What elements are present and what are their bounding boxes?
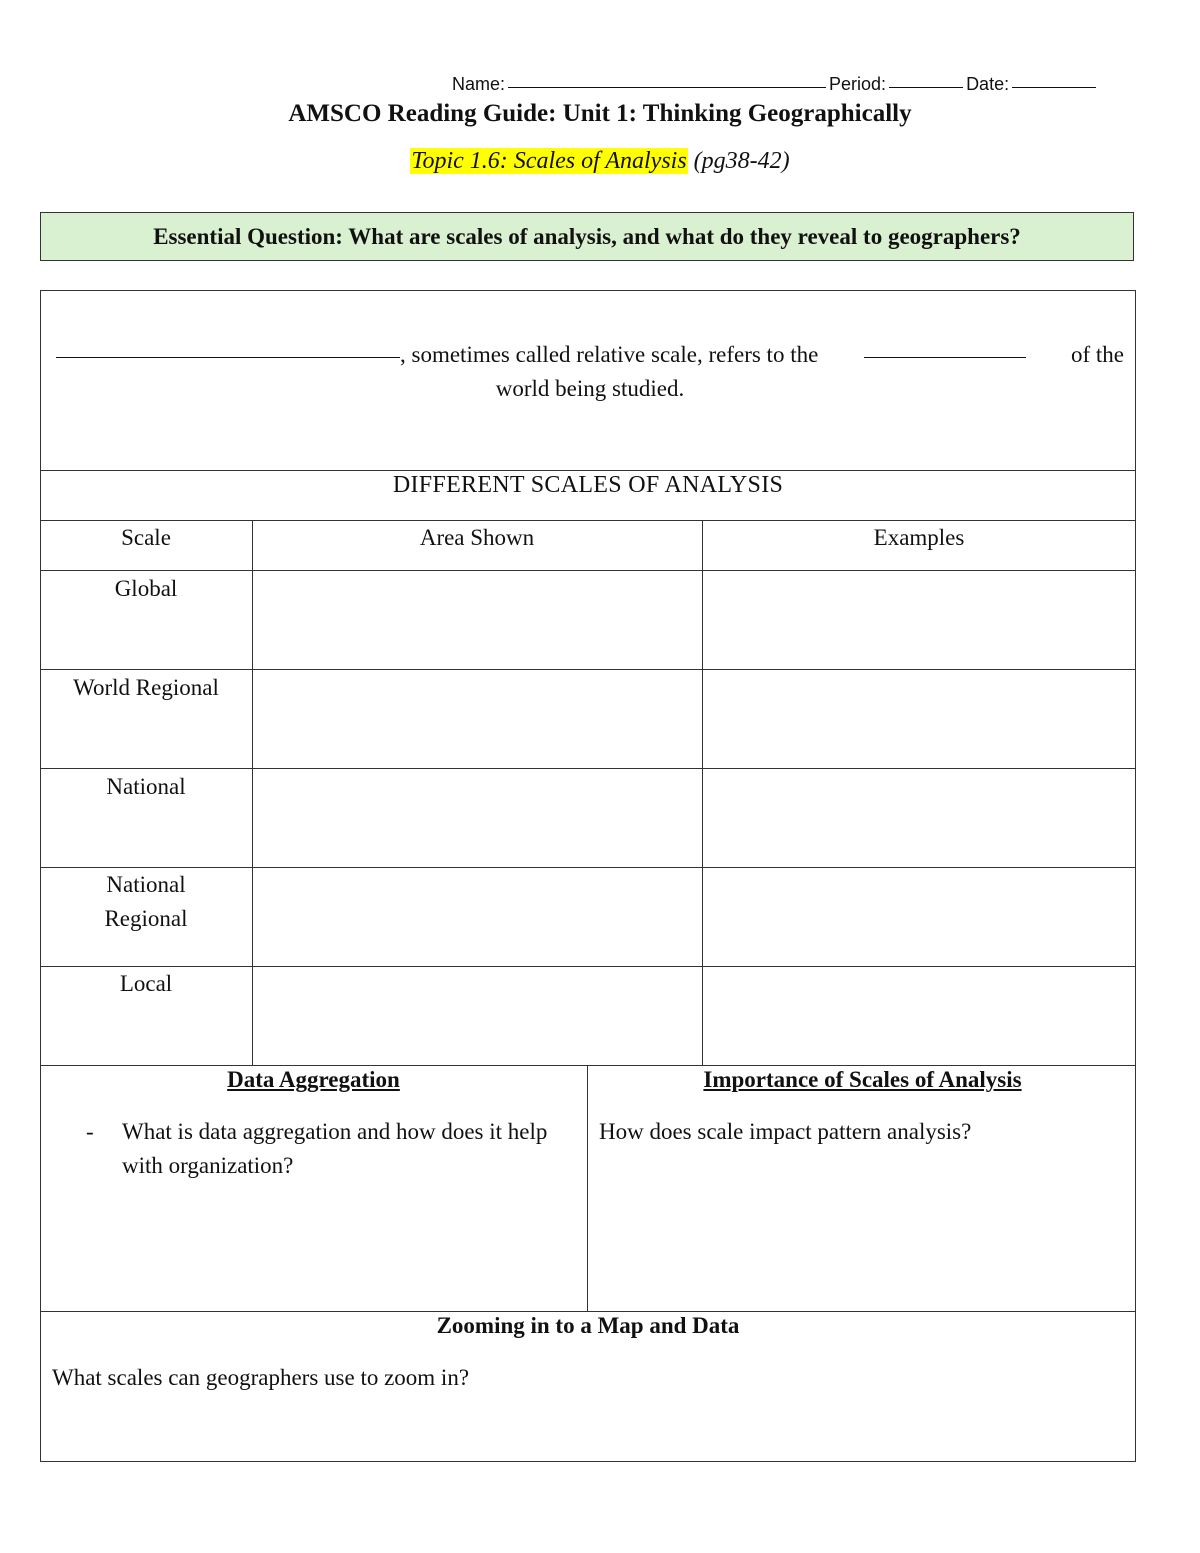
scale-label-national-regional-line2: Regional — [104, 906, 188, 931]
date-label: Date: — [966, 74, 1010, 94]
definition-statement — [56, 338, 1124, 406]
topic-line — [0, 148, 1200, 175]
essential-question: Essential Question: What are scales of analysis, and what do they reveal to geographers? — [153, 223, 1021, 249]
period-label: Period: — [829, 74, 887, 94]
scale-label-national-regional-line1: National — [106, 872, 186, 897]
bullet-dash: - — [86, 1119, 94, 1144]
examples-national-cell[interactable] — [704, 770, 1134, 866]
area-shown-world-regional-cell[interactable] — [254, 671, 700, 767]
zooming-heading: Zooming in to a Map and Data — [436, 1313, 740, 1338]
name-label: Name: — [452, 74, 506, 94]
examples-local-cell[interactable] — [704, 968, 1134, 1064]
column-header-examples: Examples — [873, 525, 965, 550]
examples-national-regional-cell[interactable] — [704, 869, 1134, 965]
examples-global-cell[interactable] — [704, 572, 1134, 668]
importance-question: How does scale impact pattern analysis? — [599, 1119, 972, 1144]
scale-label-world-regional: World Regional — [73, 675, 219, 700]
scale-label-national: National — [106, 774, 186, 799]
examples-world-regional-cell[interactable] — [704, 671, 1134, 767]
term-blank[interactable] — [56, 357, 400, 358]
definition-middle: , sometimes called relative scale, refers to the — [400, 342, 819, 367]
period-blank[interactable] — [889, 87, 963, 88]
column-header-scale: Scale — [121, 525, 171, 550]
topic-pages: (pg38-42) — [687, 148, 790, 174]
area-shown-global-cell[interactable] — [254, 572, 700, 668]
data-aggregation-heading: Data Aggregation — [227, 1067, 400, 1092]
area-shown-national-cell[interactable] — [254, 770, 700, 866]
area-shown-local-cell[interactable] — [254, 968, 700, 1064]
portion-blank[interactable] — [864, 357, 1026, 358]
data-aggregation-question: What is data aggregation and how does it help with organization? — [122, 1119, 548, 1178]
essential-question-box — [40, 212, 1134, 261]
definition-end: of the — [1070, 342, 1124, 367]
definition-line-2: world being studied. — [495, 376, 685, 401]
area-shown-national-regional-cell[interactable] — [254, 869, 700, 965]
scale-label-global: Global — [114, 576, 178, 601]
scales-table-heading: DIFFERENT SCALES OF ANALYSIS — [392, 472, 784, 498]
scale-label-local: Local — [119, 971, 173, 996]
student-info-line — [452, 74, 1152, 95]
column-header-area-shown: Area Shown — [419, 525, 535, 550]
importance-heading: Importance of Scales of Analysis — [703, 1067, 1022, 1092]
date-blank[interactable] — [1012, 87, 1096, 88]
zooming-question: What scales can geographers use to zoom in? — [52, 1365, 470, 1390]
document-title: AMSCO Reading Guide: Unit 1: Thinking Geographically — [288, 100, 912, 127]
topic-title: Topic 1.6: Scales of Analysis — [411, 148, 687, 174]
scale-label-national-regional — [40, 868, 252, 936]
name-blank[interactable] — [508, 87, 826, 88]
